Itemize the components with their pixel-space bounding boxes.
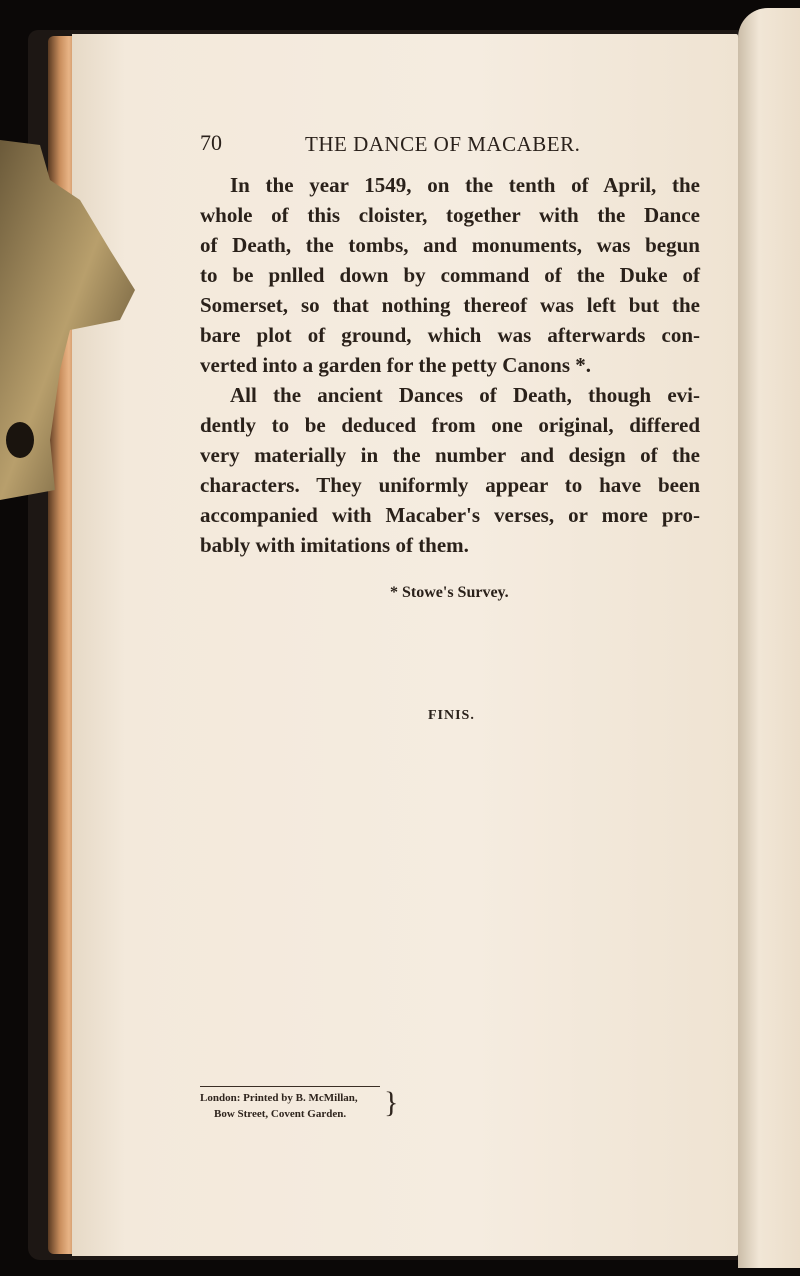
printer-imprint [200,1086,380,1122]
body-text [200,170,700,560]
text-line: very materially in the number and design of the [200,443,700,467]
brace-icon: } [384,1086,399,1119]
imprint-line: Bow Street, Covent Garden. [214,1108,347,1120]
brass-clasp-icon [0,140,135,500]
facing-page-edge [738,8,800,1268]
text-line: to be pnlled down by command of the Duke of [200,263,700,287]
imprint-line: London: Printed by B. McMillan, [200,1092,358,1104]
running-header [200,130,700,160]
text-line: bare plot of ground, which was afterwards con- [200,323,700,347]
running-title: THE DANCE OF MACABER. [305,132,581,156]
text-line: verted into a garden for the petty Canons *. [200,353,592,377]
page-number: 70 [200,130,222,155]
text-line: accompanied with Macaber's verses, or more pro- [200,503,700,527]
text-line: whole of this cloister, together with the Dance [200,203,700,227]
finis: FINIS. [428,708,475,723]
text-line: of Death, the tombs, and monuments, was begun [200,233,700,257]
text-line: In the year 1549, on the tenth of April, the [230,173,700,197]
text-line: Somerset, so that nothing thereof was left but the [200,293,700,317]
text-line: characters. They uniformly appear to have been [200,473,700,497]
text-line: All the ancient Dances of Death, though evi- [230,383,700,407]
text-line: bably with imitations of them. [200,533,469,557]
text-line: dently to be deduced from one original, differed [200,413,700,437]
footnote: * Stowe's Survey. [390,584,509,601]
